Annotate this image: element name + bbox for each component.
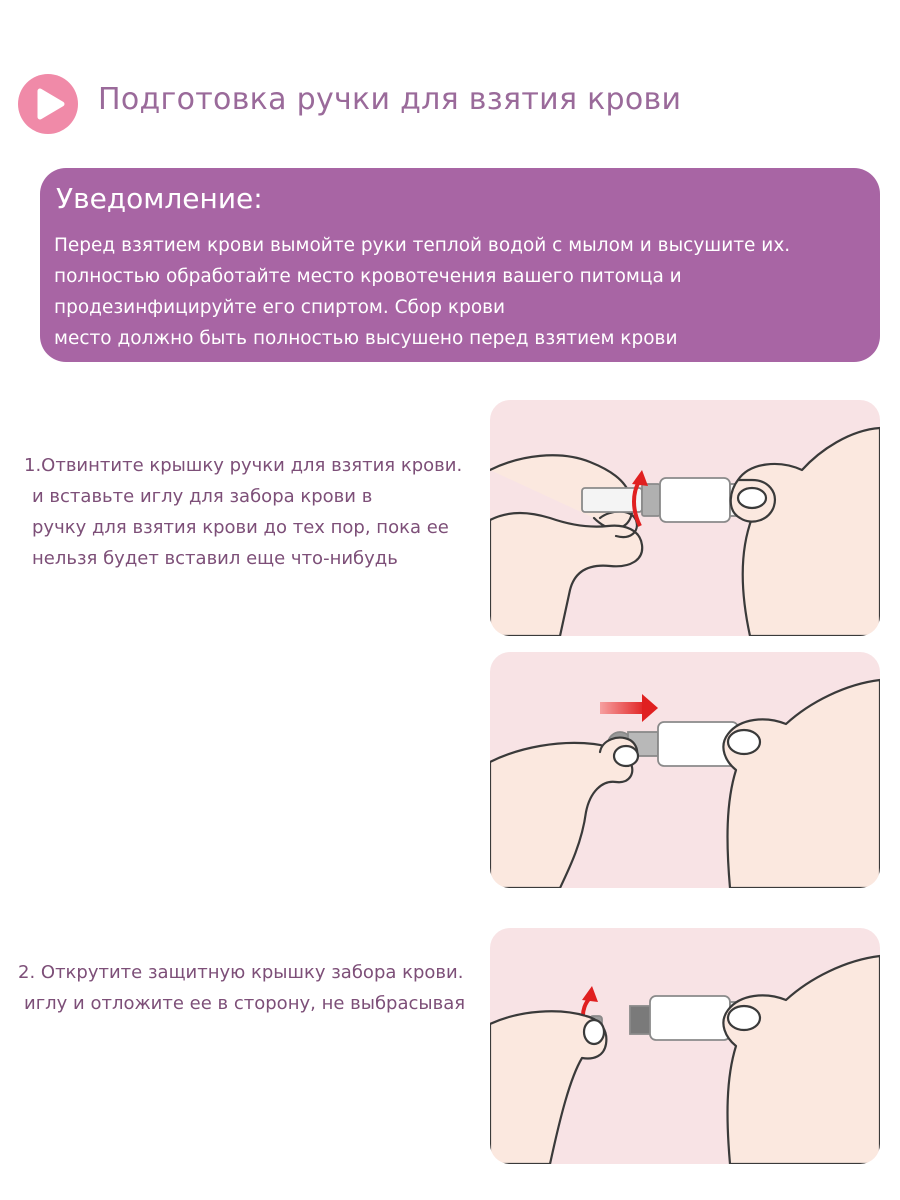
step-1-line: ручку для взятия крови до тех пор, пока ее — [32, 517, 449, 538]
notice-box — [40, 168, 880, 362]
step-1-line: нельзя будет вставил еще что-нибудь — [32, 548, 398, 569]
step-2-line: 2. Открутите защитную крышку забора крови. — [18, 962, 464, 983]
page-title: Подготовка ручки для взятия крови — [98, 82, 682, 117]
page-header — [18, 72, 878, 132]
unscrew-cap-illustration — [490, 400, 880, 636]
notice-body — [54, 230, 864, 354]
step-1-text — [24, 450, 462, 574]
notice-title: Уведомление: — [56, 182, 263, 215]
notice-line: Перед взятием крови вымойте руки теплой водой с мылом и высушите их. — [54, 235, 791, 256]
insert-needle-illustration — [490, 652, 880, 888]
notice-line: продезинфицируйте его спиртом. Сбор крови — [54, 297, 506, 318]
notice-line: полностью обработайте место кровотечения вашего питомца и — [54, 266, 682, 287]
step-2-text — [18, 957, 465, 1019]
step-1-line: 1.Отвинтите крышку ручки для взятия крови. — [24, 455, 463, 476]
step-1-line: и вставьте иглу для забора крови в — [32, 486, 373, 507]
step-2-line: иглу и отложите ее в сторону, не выбрасывая — [24, 993, 466, 1014]
play-icon — [18, 74, 78, 134]
twist-off-needle-cap-illustration — [490, 928, 880, 1164]
notice-line: место должно быть полностью высушено перед взятием крови — [54, 328, 678, 349]
